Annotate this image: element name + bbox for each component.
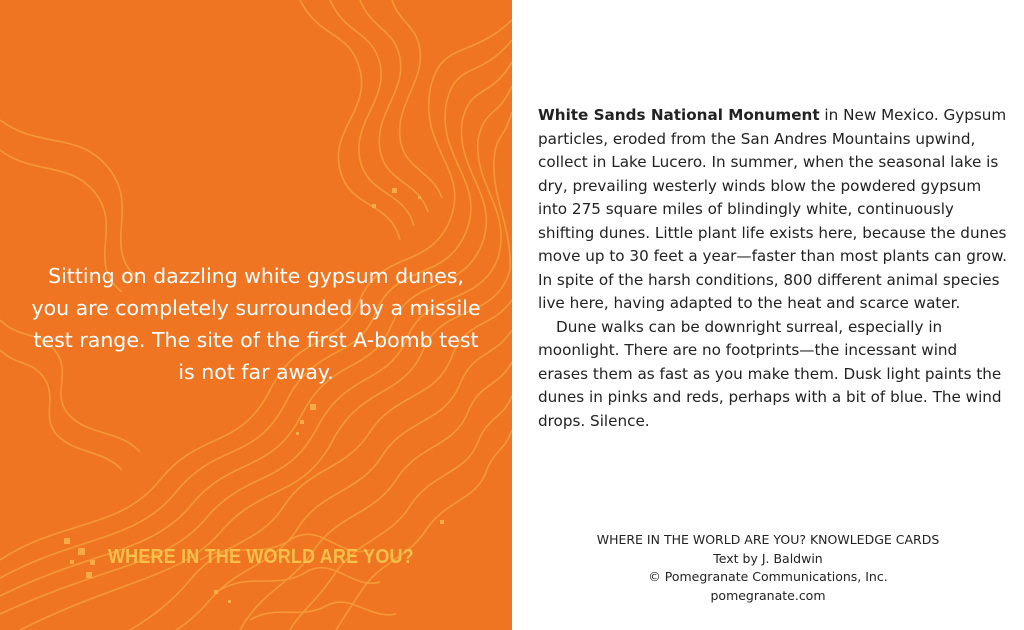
paragraph-1 — [538, 104, 1008, 316]
paragraph-1-text: in New Mexico. Gypsum particles, eroded from the San Andres Mountains upwind, collect in Lake Lucero. In summer, when the seasonal lake is dry, prevailing westerly winds blow the powdered gypsum into 275 square miles of blindingly white, continuously shifting dunes. Little plant life exists here, because the dunes move up to 30 feet a year—faster than most plants can grow. In spite of the harsh conditions, 800 different animal species live here, having adapted to the heat and scarce water. — [538, 106, 1007, 312]
series-name: WHERE IN THE WORLD ARE YOU? — [596, 532, 806, 547]
series-line — [512, 531, 1024, 550]
back-description — [538, 104, 1008, 433]
front-statement: Sitting on dazzling white gypsum dunes, you are completely surrounded by a missile test range. The site of the first A-bomb test is not far away. — [31, 264, 481, 384]
paragraph-2: Dune walks can be downright surreal, especially in moonlight. There are no footprints—the incessant wind erases them as fast as you make them. Dusk light paints the dunes in pinks and reds, perhaps with a bit of blue. The wind drops. Silence. — [538, 317, 1002, 430]
website-line: pomegranate.com — [710, 587, 826, 603]
series-suffix: KNOWLEDGE CARDS — [805, 532, 940, 547]
author-credit: Text by J. Baldwin — [713, 550, 823, 566]
front-tagline: WHERE IN THE WORLD ARE YOU? — [108, 546, 414, 568]
copyright-line: © Pomegranate Communications, Inc. — [648, 569, 888, 584]
card-footer — [512, 531, 1024, 605]
location-title: White Sands National Monument — [538, 106, 820, 124]
card-back — [512, 0, 1024, 630]
